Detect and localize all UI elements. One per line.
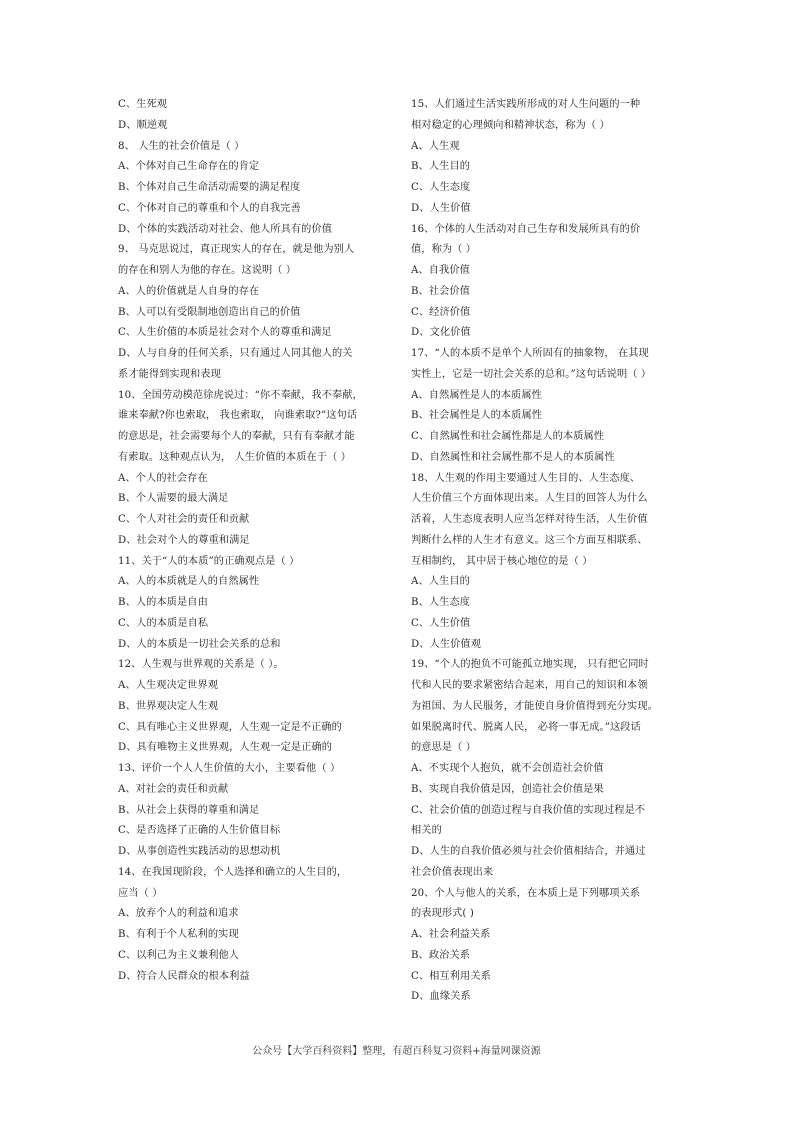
text-line: A、人生观决定世界观 — [118, 680, 219, 691]
text-line: C、具有唯心主义世界观，人生观一定是不正确的 — [118, 721, 342, 733]
text-line: A、人生目的 — [411, 576, 470, 588]
text-line: D、社会对个人的尊重和满足 — [118, 534, 250, 546]
text-line: 系才能得到实现和表现 — [118, 368, 221, 380]
text-line: D、人的本质是一切社会关系的总和 — [118, 638, 281, 650]
text-line: C、人生价值 — [411, 617, 471, 629]
text-line: 相对稳定的心理倾向和精神状态，称为（ ） — [411, 119, 610, 131]
text-line: B、有利于个人私利的实现 — [118, 929, 239, 940]
text-line: 活着，人生态度表明人应当怎样对待生活，人生价值 — [411, 514, 648, 525]
text-line: 值，称为（ ） — [411, 244, 477, 256]
text-line: D、人生的自我价值必须与社会价值相结合，并通过 — [411, 846, 646, 857]
text-line: 的表现形式( ) — [411, 908, 474, 920]
text-line: C、人生态度 — [411, 182, 471, 193]
text-line: 判断什么样的人生才有意义。这三个方面互相联系、 — [411, 534, 648, 546]
text-line: 的意思是，社会需要每个人的奉献，只有有奉献才能 — [118, 431, 355, 442]
text-line: 的存在和别人为他的存在。这说明（ ） — [118, 265, 297, 276]
text-line: 9、 马克思说过，真正现实人的存在，就是他为别人 — [118, 244, 355, 256]
text-line: 代和人民的要求紧密结合起来，用自己的知识和本领 — [411, 680, 648, 691]
text-line: A、自然属性是人的本质属性 — [411, 389, 542, 401]
text-line: D、人生价值 — [411, 202, 471, 214]
text-line: C、人的本质是自私 — [118, 617, 209, 629]
text-line: 社会价值表现出来 — [411, 866, 494, 878]
text-line: B、个人需要的最大满足 — [118, 493, 229, 505]
text-line: A、个体对自己生命存在的肯定 — [118, 161, 260, 173]
text-line: B、社会属性是人的本质属性 — [411, 410, 543, 422]
text-line: C、生死观 — [118, 99, 168, 110]
text-line: C、个人对社会的责任和贡献 — [118, 514, 250, 525]
text-line: D、自然属性和社会属性都不是人的本质属性 — [411, 451, 615, 463]
text-line: B、政治关系 — [411, 949, 471, 961]
text-line: 相关的 — [411, 825, 442, 837]
text-line: 应当（ ） — [118, 887, 163, 899]
text-line: A、社会利益关系 — [411, 929, 491, 940]
text-line: B、世界观决定人生观 — [118, 700, 219, 712]
text-line: B、社会价值 — [411, 285, 471, 297]
text-line: D、符合人民群众的根本利益 — [118, 970, 250, 982]
text-line: B、人生目的 — [411, 161, 471, 173]
text-line: 11、关于“人的本质”的正确观点是（ ） — [118, 555, 300, 567]
text-line: B、人生态度 — [411, 597, 471, 608]
text-line: C、自然属性和社会属性都是人的本质属性 — [411, 431, 605, 442]
text-line: D、人与自身的任何关系，只有通过人同其他人的关 — [118, 348, 353, 359]
right-column — [411, 95, 683, 1008]
text-line: A、人的本质就是人的自然属性 — [118, 576, 260, 588]
text-line: A、对社会的责任和贡献 — [118, 783, 229, 795]
text-line: C、相互利用关系 — [411, 970, 491, 982]
text-line: A、人生观 — [411, 140, 460, 152]
text-line: 有索取。这种观点认为， 人生价值的本质在于（ ） — [118, 451, 351, 463]
text-line: D、具有唯物主义世界观，人生观一定是正确的 — [118, 742, 333, 754]
text-line: C、以利己为主义兼利他人 — [118, 949, 240, 961]
text-line: C、社会价值的创造过程与自我价值的实现过程是不 — [411, 804, 646, 816]
text-line: D、从事创造性实践活动的思想动机 — [118, 846, 281, 857]
text-line: A、放弃个人的利益和追求 — [118, 908, 239, 920]
text-line: 18、人生观的作用主要通过人生目的、人生态度、 — [411, 472, 641, 484]
text-line: B、实现自我价值是因，创造社会价值是果 — [411, 783, 604, 795]
text-line: 谁来奉献?你也索取， 我也索取， 向谁索取?”这句话 — [118, 410, 358, 422]
text-line: 16、个体的人生活动对自己生存和发展所具有的价 — [411, 223, 641, 235]
text-line: 17、“人的本质不是单个人所固有的抽象物， 在其现 — [411, 348, 649, 359]
text-line: B、人可以有受限制地创造出自己的价值 — [118, 306, 301, 318]
text-line: 8、 人生的社会价值是（ ） — [118, 140, 245, 152]
text-line: D、顺逆观 — [118, 119, 168, 131]
text-line: C、经济价值 — [411, 306, 471, 318]
text-line: 19、“个人的抱负不可能孤立地实现， 只有把它同时 — [411, 659, 649, 671]
text-line: C、人生价值的本质是社会对个人的尊重和满足 — [118, 327, 332, 339]
text-line: 15、人们通过生活实践所形成的对人生问题的一种 — [411, 99, 641, 110]
text-line: 14、在我国现阶段，个人选择和确立的人生目的， — [118, 866, 348, 878]
text-line: 互相制约， 其中居于核心地位的是（ ） — [411, 555, 593, 567]
text-line: 为祖国、为人民服务，才能使自身价值得到充分实现。 — [411, 700, 658, 712]
text-line: A、自我价值 — [411, 265, 470, 276]
text-line: D、血缘关系 — [411, 991, 471, 1003]
text-line: C、个体对自己的尊重和个人的自我完善 — [118, 202, 301, 214]
text-line: 如果脱离时代、脱离人民， 必将一事无成。”这段话 — [411, 721, 641, 733]
left-column — [118, 95, 390, 987]
text-line: 实性上，它是一切社会关系的总和。”这句话说明（ ） — [411, 368, 652, 380]
text-line: A、个人的社会存在 — [118, 472, 208, 484]
text-line: 的意思是（ ） — [411, 742, 477, 754]
text-line: B、人的本质是自由 — [118, 597, 208, 608]
text-line: B、从社会上获得的尊重和满足 — [118, 804, 260, 816]
text-line: A、不实现个人抱负，就不会创造社会价值 — [411, 763, 604, 774]
text-line: 人生价值三个方面体现出来。人生目的回答人为什么 — [411, 493, 648, 505]
text-line: D、文化价值 — [411, 327, 471, 339]
text-line: D、人生价值观 — [411, 638, 481, 650]
text-line: D、个体的实践活动对社会、他人所具有的价值 — [118, 223, 333, 235]
text-line: A、人的价值就是人自身的存在 — [118, 285, 260, 297]
text-line: 12、人生观与世界观的关系是（ ）。 — [118, 659, 284, 671]
text-line: C、是否选择了正确的人生价值目标 — [118, 825, 281, 837]
text-line: 10、全国劳动模范徐虎说过：“你不奉献，我不奉献， — [118, 389, 363, 401]
text-line: B、个体对自己生命活动需要的满足程度 — [118, 182, 301, 193]
text-line: 20、个人与他人的关系，在本质上是下列哪项关系 — [411, 887, 641, 899]
footer-note: 公众号【大学百科资料】整理，有超百科复习资料+海量网课资源 — [252, 1046, 541, 1057]
text-line: 13、评价一个人人生价值的大小，主要看他（ ） — [118, 763, 341, 774]
